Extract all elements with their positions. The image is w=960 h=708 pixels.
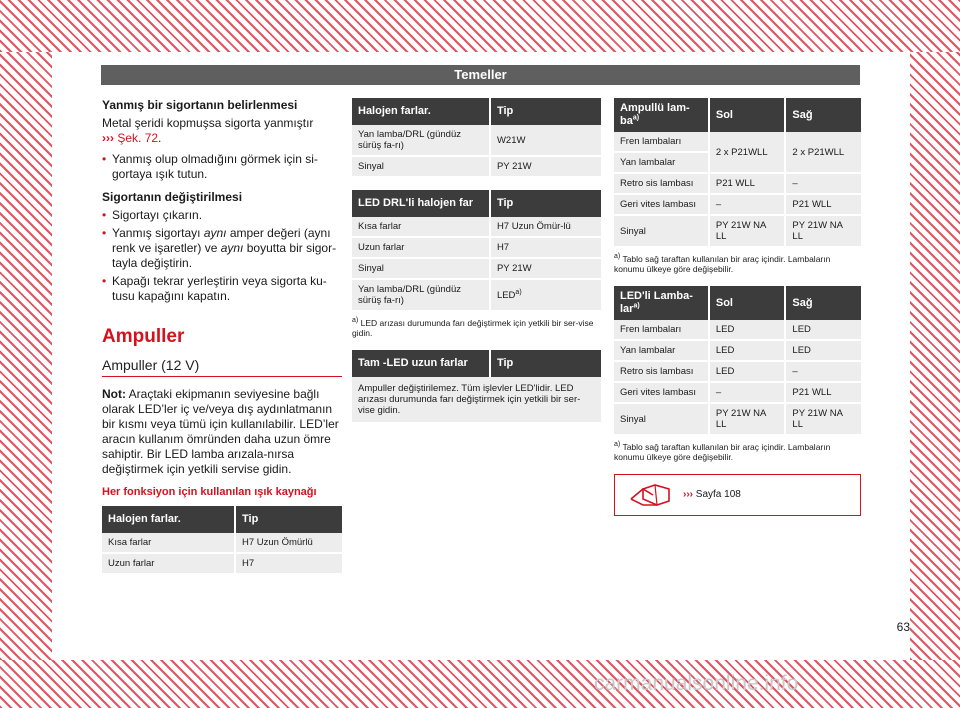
table-header: LED DRL'li halojen far bbox=[352, 190, 489, 217]
column-middle bbox=[352, 98, 601, 424]
chapter-heading: Ampuller bbox=[102, 326, 185, 347]
table-cell: H7 bbox=[489, 238, 601, 259]
table-cell: W21W bbox=[489, 125, 601, 157]
table-cell: LED bbox=[784, 320, 861, 341]
table-row bbox=[614, 404, 861, 436]
footnote-text: LED arızası durumunda farı değiştirmek için yetkili bir ser-vise gidin. bbox=[352, 318, 594, 338]
table-cell: Kısa farlar bbox=[102, 533, 234, 554]
page-content bbox=[52, 52, 910, 660]
halogen-headlights-table bbox=[102, 506, 342, 575]
led-drl-halogen-table bbox=[352, 190, 601, 312]
table-header: Tip bbox=[234, 506, 342, 533]
emphasis: aynı bbox=[203, 226, 227, 240]
table-row bbox=[614, 132, 861, 153]
bullet-item bbox=[102, 152, 342, 182]
column-right bbox=[614, 98, 861, 516]
table-cell: PY 21W NA LL bbox=[708, 404, 785, 436]
table-cell: Retro sis lambası bbox=[614, 362, 708, 383]
table-row bbox=[352, 259, 601, 280]
table-cell: – bbox=[708, 383, 785, 404]
table-cell: PY 21W bbox=[489, 259, 601, 280]
table-caption: Her fonksiyon için kullanılan ışık kaynağı bbox=[102, 486, 317, 498]
table-cell: Ampuller değiştirilemez. Tüm işlevler LED'lidir. LED arızası durumunda farı değiştirmek için yetkili bir ser-vise gidin. bbox=[352, 377, 601, 424]
table-cell: P21 WLL bbox=[708, 174, 785, 195]
subchapter-heading: Ampuller (12 V) bbox=[102, 357, 200, 373]
emphasis: aynı bbox=[220, 241, 244, 255]
footnote-marker: a) bbox=[633, 302, 640, 310]
figure-link[interactable]: Şek. 72 bbox=[117, 131, 159, 145]
decorative-hatch-border bbox=[0, 0, 960, 52]
page-title: Temeller bbox=[454, 67, 507, 82]
bullet-item bbox=[102, 226, 342, 271]
full-led-headlights-table bbox=[352, 350, 601, 424]
paragraph-text: Metal şeridi kopmuşsa sigorta yanmıştır bbox=[102, 116, 314, 130]
punctuation: . bbox=[158, 131, 162, 145]
page-reference-link[interactable] bbox=[683, 487, 741, 502]
note-label: Not: bbox=[102, 387, 126, 401]
table-cell: Retro sis lambası bbox=[614, 174, 708, 195]
note-text: Araçtaki ekipmanın seviyesine bağlı olarak LED’ler iç ve/veya dış aydınlatmanın bir kısmı veya tümü için kullanılabilir. LED’ler aracın kullanım ömründen daha uzun ömre sahiptir. Bir LED lamba arızala-nırsa değiştirmek için yetkili servise gidin. bbox=[102, 387, 339, 476]
table-row bbox=[352, 377, 601, 424]
table-header: Halojen farlar. bbox=[352, 98, 489, 125]
table-cell: Fren lambaları bbox=[614, 132, 708, 153]
table-cell: – bbox=[784, 174, 861, 195]
bullet-icon: • bbox=[102, 208, 107, 222]
table-cell: P21 WLL bbox=[784, 195, 861, 216]
table-cell: H7 bbox=[234, 554, 342, 575]
table-header bbox=[614, 98, 708, 132]
table-cell: 2 x P21WLL bbox=[708, 132, 785, 174]
table-cell: 2 x P21WLL bbox=[784, 132, 861, 174]
header-text: LED'li Lamba-lar bbox=[620, 290, 693, 315]
footnote-marker: a) bbox=[614, 253, 621, 261]
table-cell: PY 21W bbox=[489, 157, 601, 178]
section-heading: Sigortanın değiştirilmesi bbox=[102, 190, 243, 204]
table-cell: Geri vites lambası bbox=[614, 195, 708, 216]
reference-text: Sayfa 108 bbox=[695, 489, 741, 500]
table-cell: PY 21W NA LL bbox=[784, 216, 861, 248]
table-header: Sol bbox=[708, 286, 785, 320]
table-cell: Sinyal bbox=[614, 216, 708, 248]
section-heading: Yanmış bir sigortanın belirlenmesi bbox=[102, 98, 298, 112]
table-row bbox=[102, 554, 342, 575]
table-cell: – bbox=[708, 195, 785, 216]
note-paragraph bbox=[102, 387, 342, 477]
table-cell: Sinyal bbox=[352, 157, 489, 178]
halogen-headlights-table bbox=[352, 98, 601, 178]
table-header: Sağ bbox=[784, 286, 861, 320]
table-cell: P21 WLL bbox=[784, 383, 861, 404]
table-row bbox=[352, 157, 601, 178]
bullet-icon: • bbox=[102, 152, 107, 166]
table-row bbox=[614, 174, 861, 195]
book-icon bbox=[629, 483, 673, 507]
table-header: Sağ bbox=[784, 98, 861, 132]
table-header: Tip bbox=[489, 98, 601, 125]
header-text: Ampullü lam-ba bbox=[620, 102, 690, 127]
bulb-lamps-table bbox=[614, 98, 861, 248]
footnote-marker: a) bbox=[632, 114, 640, 122]
table-cell: LED bbox=[708, 362, 785, 383]
table-cell: – bbox=[784, 362, 861, 383]
page-reference-box[interactable] bbox=[614, 474, 861, 516]
table-header: Halojen farlar. bbox=[102, 506, 234, 533]
table-cell: Yan lambalar bbox=[614, 341, 708, 362]
bullet-text: amper değeri (aynı renk ve işaretler) ve bbox=[112, 226, 331, 255]
table-cell: Sinyal bbox=[614, 404, 708, 436]
footnote-marker: a) bbox=[515, 288, 522, 296]
table-header: Tam -LED uzun farlar bbox=[352, 350, 489, 377]
watermark: carmanualsonline.info bbox=[594, 672, 799, 695]
table-cell: H7 Uzun Ömür-lü bbox=[489, 217, 601, 238]
table-row bbox=[614, 362, 861, 383]
cell-text: LED bbox=[496, 289, 516, 301]
bullet-text: Sigortayı çıkarın. bbox=[112, 208, 203, 222]
footnote-marker: a) bbox=[352, 317, 359, 325]
reference-arrows: ››› bbox=[683, 489, 693, 500]
table-header bbox=[614, 286, 708, 320]
page-header bbox=[101, 65, 860, 85]
footnote bbox=[614, 254, 861, 274]
table-cell: LED bbox=[784, 341, 861, 362]
table-row bbox=[614, 341, 861, 362]
footnote-marker: a) bbox=[614, 441, 621, 449]
bullet-item bbox=[102, 208, 342, 223]
table-cell: Uzun farlar bbox=[352, 238, 489, 259]
table-row bbox=[614, 383, 861, 404]
footnote bbox=[614, 442, 861, 462]
column-left bbox=[102, 98, 342, 575]
table-cell: Yan lamba/DRL (gündüz sürüş fa-rı) bbox=[352, 125, 489, 157]
table-cell: H7 Uzun Ömürlü bbox=[234, 533, 342, 554]
bullet-item bbox=[102, 274, 342, 304]
footnote bbox=[352, 318, 601, 338]
footnote-text: Tablo sağ taraftan kullanılan bir araç içindir. Lambaların konumu ülkeye göre değişebilir. bbox=[614, 442, 831, 462]
bullet-text: boyutta bir sigor-tayla değiştirin. bbox=[112, 241, 337, 270]
table-header: Sol bbox=[708, 98, 785, 132]
page-number: 63 bbox=[896, 620, 910, 634]
decorative-hatch-border bbox=[0, 52, 52, 660]
bullet-icon: • bbox=[102, 226, 107, 240]
table-header: Tip bbox=[489, 190, 601, 217]
table-cell: Sinyal bbox=[352, 259, 489, 280]
table-cell: PY 21W NA LL bbox=[784, 404, 861, 436]
paragraph bbox=[102, 116, 342, 146]
bullet-text: Kapağı tekrar yerleştirin veya sigorta ku-tusu kapağını kapatın. bbox=[112, 274, 327, 303]
table-cell: Yan lambalar bbox=[614, 153, 708, 174]
table-row bbox=[352, 280, 601, 312]
table-row bbox=[352, 125, 601, 157]
table-cell: PY 21W NA LL bbox=[708, 216, 785, 248]
subchapter-heading-wrap bbox=[102, 356, 342, 377]
table-cell: Uzun farlar bbox=[102, 554, 234, 575]
bullet-icon: • bbox=[102, 274, 107, 288]
decorative-hatch-border bbox=[0, 660, 960, 708]
table-row bbox=[352, 217, 601, 238]
table-cell: Kısa farlar bbox=[352, 217, 489, 238]
table-row bbox=[352, 238, 601, 259]
led-lamps-table bbox=[614, 286, 861, 436]
reference-arrows: ››› bbox=[102, 131, 114, 145]
decorative-hatch-border bbox=[910, 52, 960, 660]
table-row bbox=[102, 533, 342, 554]
table-cell: Geri vites lambası bbox=[614, 383, 708, 404]
table-cell bbox=[489, 280, 601, 312]
table-cell: Fren lambaları bbox=[614, 320, 708, 341]
table-cell: Yan lamba/DRL (gündüz sürüş fa-rı) bbox=[352, 280, 489, 312]
table-cell: LED bbox=[708, 320, 785, 341]
table-row bbox=[614, 320, 861, 341]
table-header: Tip bbox=[489, 350, 601, 377]
bullet-text: Yanmış olup olmadığını görmek için si-gortaya ışık tutun. bbox=[112, 152, 318, 181]
footnote-text: Tablo sağ taraftan kullanılan bir araç içindir. Lambaların konumu ülkeye göre değişebilir. bbox=[614, 254, 831, 274]
bullet-text: Yanmış sigortayı bbox=[112, 226, 204, 240]
table-row bbox=[614, 195, 861, 216]
table-cell: LED bbox=[708, 341, 785, 362]
table-row bbox=[614, 216, 861, 248]
